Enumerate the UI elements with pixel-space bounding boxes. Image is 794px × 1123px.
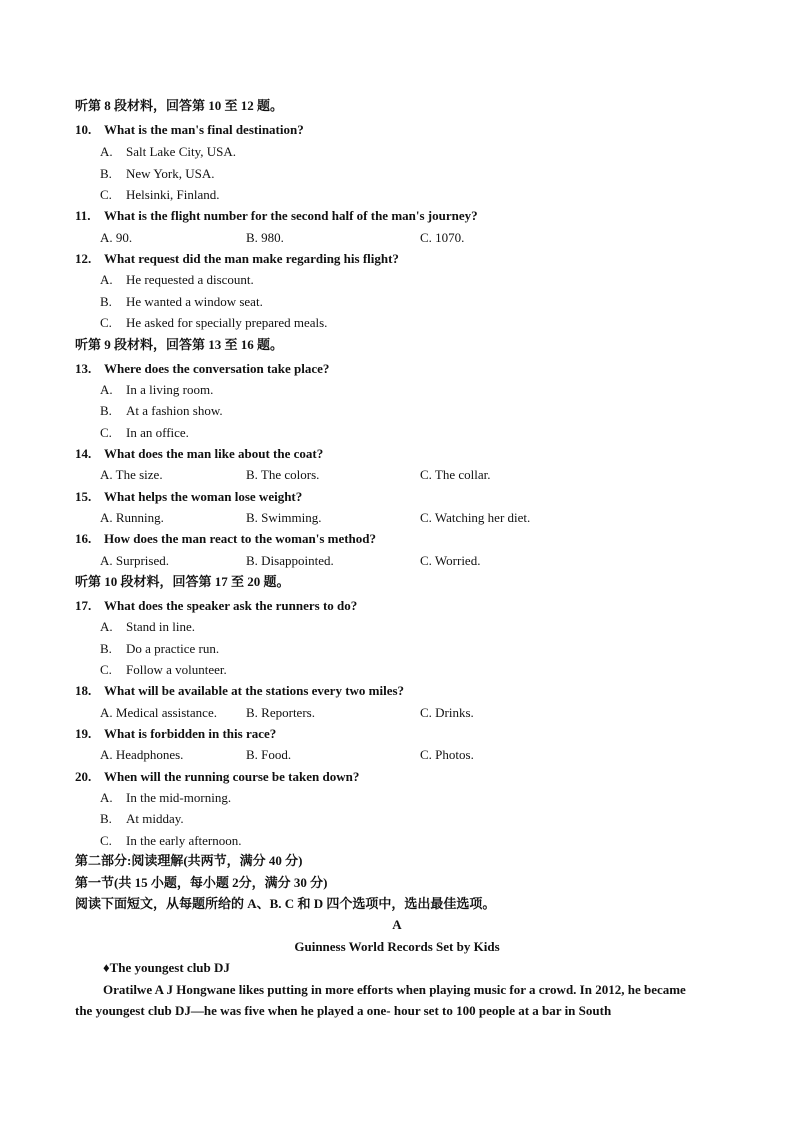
- option: B. He wanted a window seat.: [100, 294, 263, 309]
- option: C. Helsinki, Finland.: [100, 187, 220, 202]
- part2-instructions: 阅读下面短文，从每题所给的 A、B. C 和 D 四个选项中，选出最佳选项。: [75, 896, 496, 911]
- option: A. Stand in line.: [100, 619, 195, 634]
- exam-page: 听第 8 段材料，回答第 10 至 12 题。 10. What is the man's final destination? A. Salt Lake City, USA. B. New York, USA. C. Helsinki, Finland. 11. What is the flight number for the second half of the man's journey? A. 90. B. 980. C. 1070. 12. What request did the man make regarding his flight? A. He requested a discount. B. He wanted a window seat. C. He asked for specially prepared meals. 听第 9 段材料，回答第 13 至 16 题。 13. Where does the conversation take place? A. In a living room. B. At a fashion show. C. In an office. 14. What does the man like about the coat? A. The size. B. The colors. C. The collar. 15. What helps the woman lose weight? A. Running. B. Swimming. C. Watching her diet. 16. How does the man react to the woman's method? A. Surprised. B. Disappointed. C. Worried. 听第 10 段材料，回答第 17 至 20 题。 17. What does the speaker ask the runners to do? A. Stand in line. B. Do a practice run. C. Follow a volunteer. 18. What will be available at the stations every two miles? A. Medical assistance. B. Reporters. C. Drinks. 19. What is forbidden in this race? A. Headphones. B. Food. C. Photos. 20. When will the running course be taken down? A. In the mid-morning. B. At midday. C. In the early afternoon. 第二部分:阅读理解(共两节，满分 40 分) 第一节(共 15 小题，每小题 2分，满分 30 分) 阅读下面短文，从每题所给的 A、B. C 和 D 四个选项中，选出最佳选项。 A Guinness World Records Set by Kids ♦The youngest club DJ Oratilwe A J Hongwane likes putting in more efforts when playing music for a crowd. In 2012, he became the youngest club DJ—he was five when he played a one- hour set to 100 people at a bar in South: [0, 0, 794, 1123]
- option: A. In the mid-morning.: [100, 790, 232, 805]
- question-19: 19. What is forbidden in this race?: [75, 726, 277, 741]
- subheading: ♦The youngest club DJ: [103, 960, 230, 975]
- question-14: 14. What does the man like about the coat?: [75, 446, 324, 461]
- option: B. Do a practice run.: [100, 641, 220, 656]
- question-15: 15. What helps the woman lose weight?: [75, 489, 303, 504]
- option: C. In an office.: [100, 425, 189, 440]
- question-13: 13. Where does the conversation take place?: [75, 361, 330, 376]
- question-text: What is the man's final destination?: [104, 122, 304, 137]
- question-10: [75, 122, 304, 138]
- option: A. Salt Lake City, USA.: [100, 144, 237, 159]
- question-12: 12. What request did the man make regarding his flight?: [75, 251, 399, 266]
- part2-subtitle: 第一节(共 15 小题，每小题 2分，满分 30 分): [75, 875, 328, 890]
- option: C. In the early afternoon.: [100, 833, 242, 848]
- section-heading-10: 听第 10 段材料，回答第 17 至 20 题。: [75, 574, 290, 589]
- option: B. At midday.: [100, 811, 184, 826]
- part2-title: 第二部分:阅读理解(共两节，满分 40 分): [75, 853, 303, 868]
- passage-paragraph: Oratilwe A J Hongwane likes putting in more efforts when playing music for a crowd. In 2012, he became the youngest club DJ—he was five when he played a one- hour set to 100 people at a bar in South: [75, 982, 686, 1018]
- option: B. At a fashion show.: [100, 403, 223, 418]
- option: A. In a living room.: [100, 382, 214, 397]
- question-20: 20. When will the running course be taken down?: [75, 769, 360, 784]
- passage-title: Guinness World Records Set by Kids: [294, 939, 500, 954]
- question-18: 18. What will be available at the stations every two miles?: [75, 683, 405, 698]
- question-16: 16. How does the man react to the woman's method?: [75, 531, 377, 546]
- question-number: 10.: [75, 122, 92, 137]
- passage-letter: A: [392, 917, 402, 932]
- option: A. He requested a discount.: [100, 272, 254, 287]
- section-heading-9: 听第 9 段材料，回答第 13 至 16 题。: [75, 337, 284, 352]
- option: C. He asked for specially prepared meals.: [100, 315, 328, 330]
- option: C. Follow a volunteer.: [100, 662, 227, 677]
- question-11: 11. What is the flight number for the second half of the man's journey?: [75, 208, 478, 223]
- section-heading-8: 听第 8 段材料，回答第 10 至 12 题。: [75, 98, 284, 113]
- question-17: 17. What does the speaker ask the runners to do?: [75, 598, 358, 613]
- option: B. New York, USA.: [100, 166, 215, 181]
